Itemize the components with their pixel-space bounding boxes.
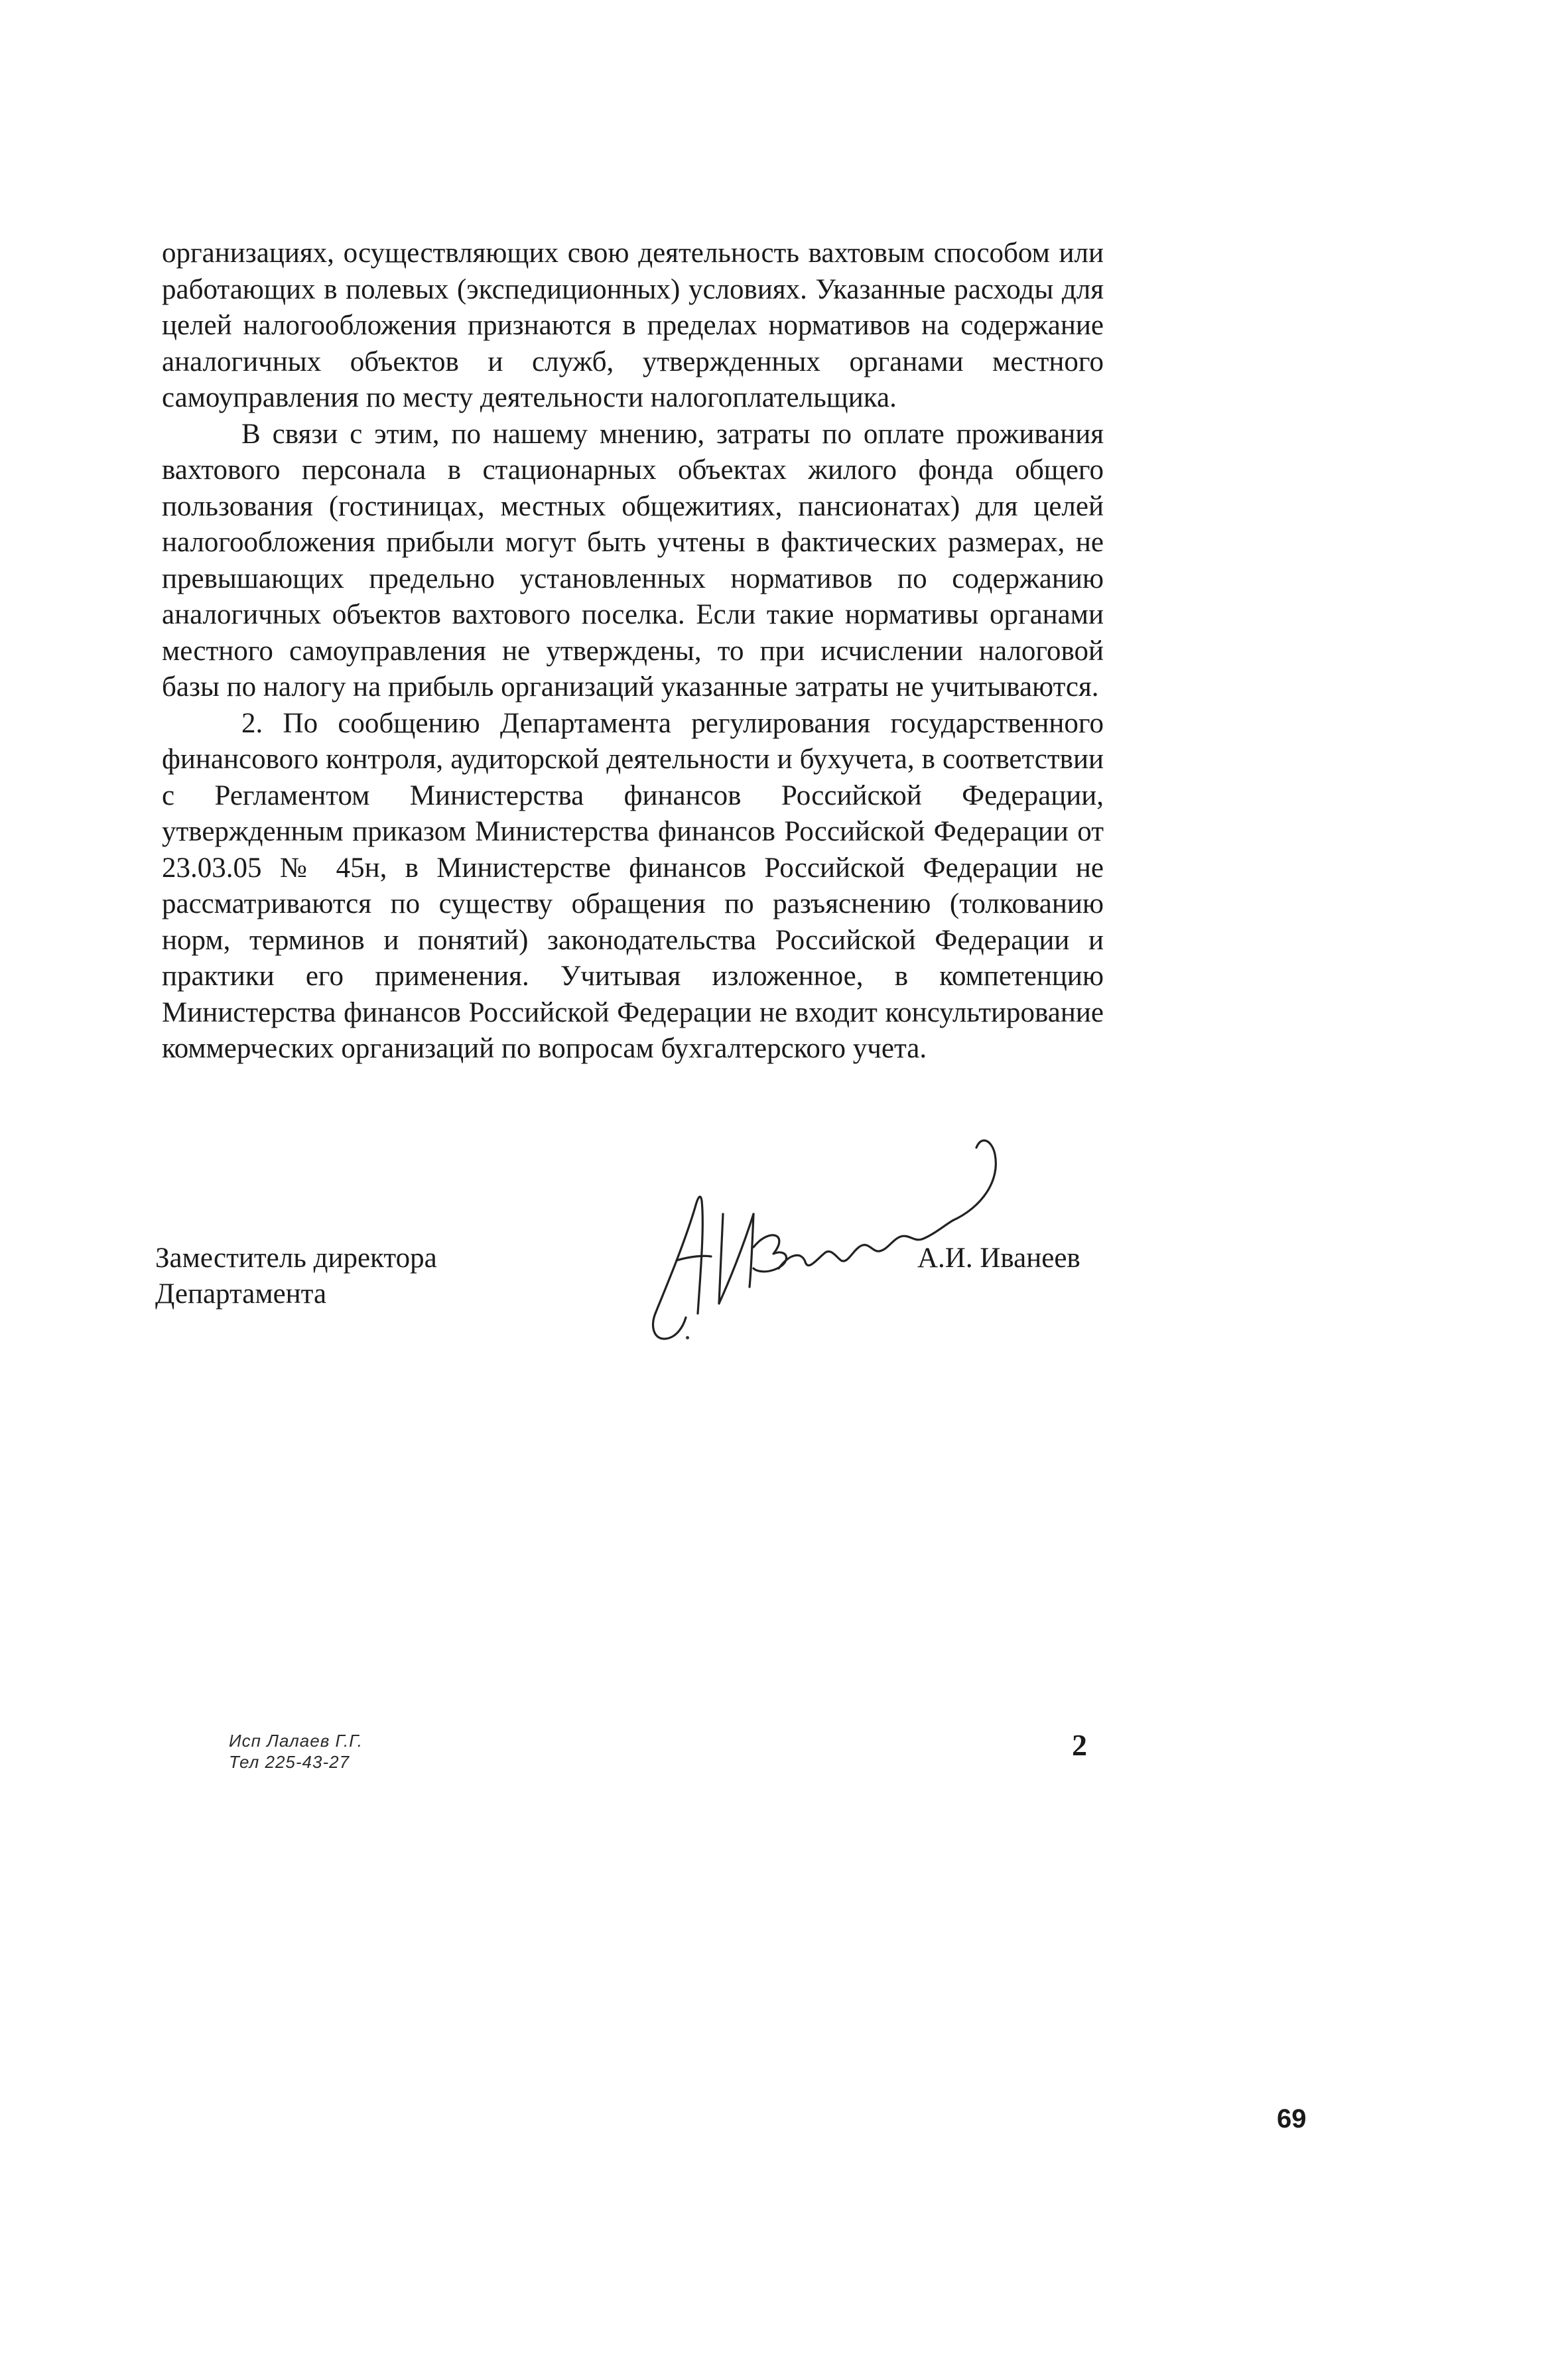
position-line-1: Заместитель директора xyxy=(155,1243,437,1274)
executor-phone: Тел 225-43-27 xyxy=(229,1752,350,1772)
handwritten-signature xyxy=(637,1114,1008,1353)
scan-dot xyxy=(686,1336,689,1339)
paragraph-3: 2. По сообщению Департамента регулирования государственного финансового контроля, аудиторской деятельности и бухучета, в соответствии с Регламентом Министерства финансов Российской Федерации, утвержденным приказом Министерства финансов Российской Федерации от 23.03.05 № 45н, в Министерстве финансов Российской Федерации не рассматриваются по существу обращения по разъяснению (толкованию норм, терминов и понятий) законодательства Российской Федерации и практики его применения. Учитывая изложенное, в компетенцию Министерства финансов Российской Федерации не входит консультирование коммерческих организаций по вопросам бухгалтерского учета. xyxy=(162,707,1104,1064)
executor-info xyxy=(229,1730,363,1773)
executor-name: Исп Лалаев Г.Г. xyxy=(229,1731,363,1751)
letter-page-number: 2 xyxy=(1072,1728,1087,1762)
book-page-number: 69 xyxy=(1277,2104,1307,2133)
signatory-name: А.И. Иванеев xyxy=(917,1243,1080,1274)
paragraph-1: организациях, осуществляющих свою деятельность вахтовым способом или работающих в полевых (экспедиционных) условиях. Указанные расходы для целей налогообложения признаются в пределах нормативов на содержание аналогичных объектов и служб, утвержденных органами местного самоуправления по месту деятельности налогоплательщика. xyxy=(162,237,1104,413)
position-line-2: Департамента xyxy=(155,1278,327,1310)
paragraph-2: В связи с этим, по нашему мнению, затраты по оплате проживания вахтового персонала в стационарных объектах жилого фонда общего пользования (гостиницах, местных общежитиях, пансионатах) для целей налогообложения прибыли могут быть учтены в фактических размерах, не превышающих предельно установленных нормативов по содержанию аналогичных объектов вахтового поселка. Если такие нормативы органами местного самоуправления не утверждены, то при исчислении налоговой базы по налогу на прибыль организаций указанные затраты не учитываются. xyxy=(162,418,1104,703)
letter-body xyxy=(162,236,1104,1067)
signatory-position xyxy=(155,1241,437,1312)
